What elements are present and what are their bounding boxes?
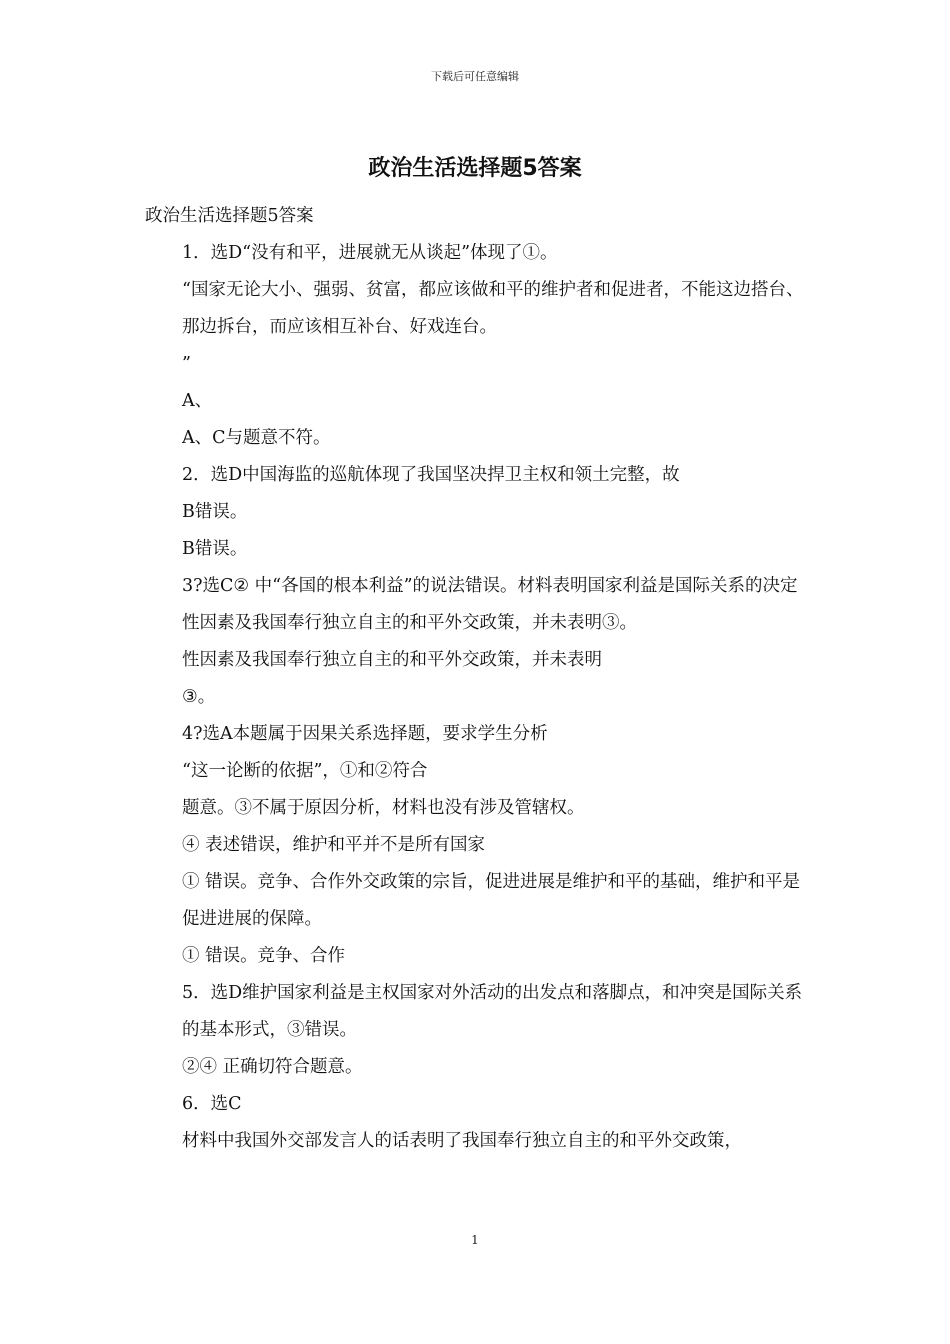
paragraph: 政治生活选择题5答案 [145,206,314,226]
paragraph: B错误。 [182,539,248,559]
paragraph: “这一论断的依据”，①和②符合 [182,761,428,781]
paragraph: “国家无论大小、强弱、贫富，都应该做和平的维护者和促进者，不能这边搭台、那边拆台，而应该相互补台、好戏连台。 [182,280,804,337]
paragraph: 6．选C [182,1094,242,1114]
document-title: 政治生活选择题5答案 [368,156,582,181]
paragraph: A、 [182,391,213,411]
paragraph: 性因素及我国奉行独立自主的和平外交政策，并未表明 [182,650,602,670]
page-header-note: 下载后可任意编辑 [431,70,519,83]
paragraph: ③。 [182,687,216,707]
paragraph: 性因素及我国奉行独立自主的和平外交政策，并未表明③。 [182,613,637,633]
paragraph: B错误。 [182,502,248,522]
paragraph: ① 错误。竞争、合作外交政策的宗旨，促进进展是维护和平的基础，维护和平是促进进展的保障。 [182,872,801,929]
paragraph: ④ 表述错误，维护和平并不是所有国家 [182,835,486,855]
paragraph: 题意。③不属于原因分析，材料也没有涉及管辖权。 [182,798,585,818]
document-body [145,198,809,1160]
paragraph: ②④ 正确切符合题意。 [182,1057,363,1077]
paragraph: A、C与题意不符。 [182,428,331,448]
paragraph: 5．选D维护国家利益是主权国家对外活动的出发点和落脚点，和冲突是国际关系的基本形式，③错误。 [182,983,803,1040]
paragraph: 4?选A本题属于因果关系选择题，要求学生分析 [182,724,548,744]
paragraph: 1．选D“没有和平，进展就无从谈起”体现了①。 [182,243,558,263]
paragraph: 材料中我国外交部发言人的话表明了我国奉行独立自主的和平外交政策， [182,1131,742,1151]
page-number: 1 [471,1233,479,1247]
paragraph: 3?选C② 中“各国的根本利益”的说法错误。材料表明国家利益是国际关系的决定 [182,576,798,596]
paragraph: 2．选D中国海监的巡航体现了我国坚决捍卫主权和领土完整，故 [182,465,680,485]
paragraph: ” [182,354,191,374]
paragraph: ① 错误。竞争、合作 [182,946,346,966]
